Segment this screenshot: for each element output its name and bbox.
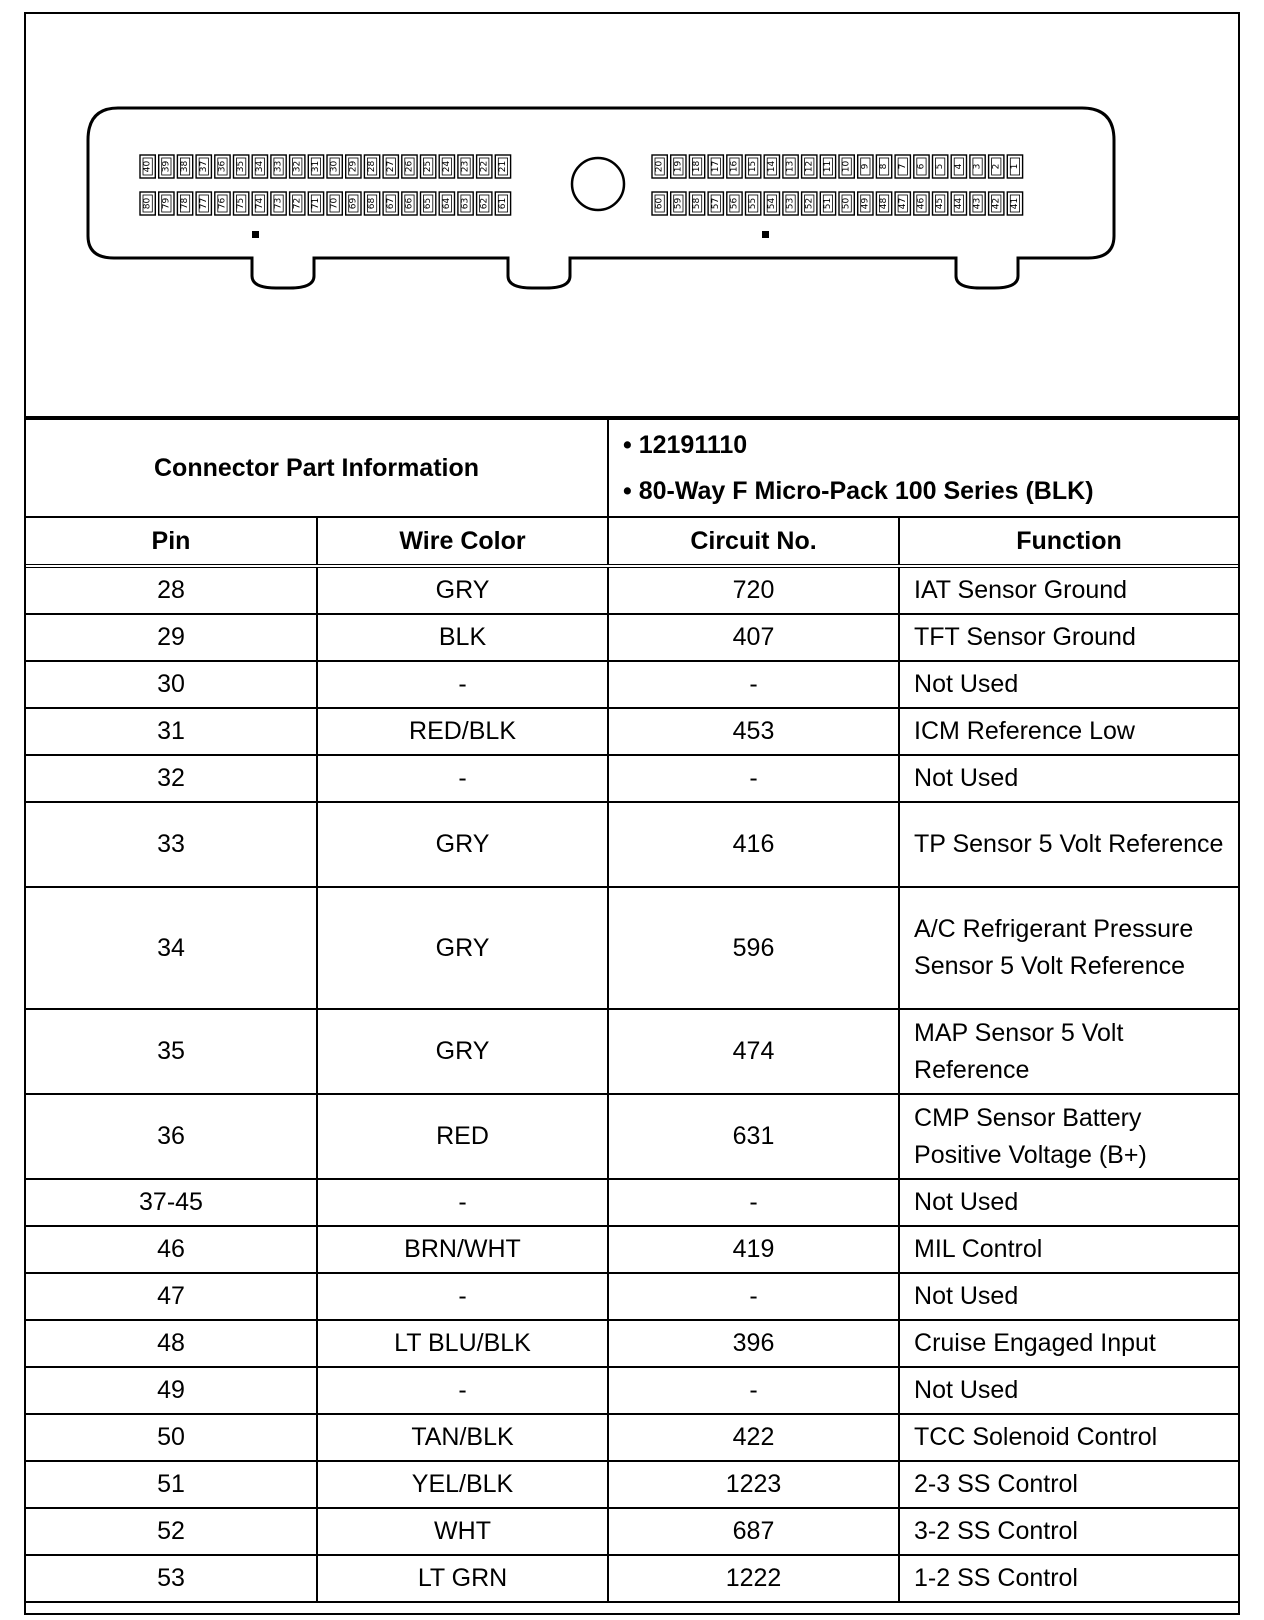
- pin-number: 24: [441, 160, 452, 173]
- pin-cavity: [159, 155, 174, 178]
- circuit-no-cell: 416: [608, 802, 899, 887]
- pin-cavity: [196, 155, 211, 178]
- pin-number: 25: [423, 160, 434, 173]
- pin-cavity: [989, 192, 1004, 215]
- pin-cavity: [383, 192, 398, 215]
- pin-cavity: [364, 155, 379, 178]
- pin-cavity: [402, 155, 417, 178]
- pin-number: 67: [385, 197, 396, 210]
- circuit-no-cell: 1222: [608, 1555, 899, 1602]
- table-row: [26, 1226, 1238, 1273]
- circuit-no-cell: 474: [608, 1009, 899, 1094]
- pin-number: 65: [423, 197, 434, 210]
- pin-number: 8: [879, 163, 890, 170]
- function-cell: MIL Control: [899, 1226, 1238, 1273]
- pin-cavity: [933, 155, 948, 178]
- pin-number: 28: [367, 160, 378, 173]
- pin-cell: 36: [26, 1094, 317, 1179]
- wire-color-cell: LT GRN: [317, 1555, 608, 1602]
- pin-cavity: [327, 192, 342, 215]
- wire-color-cell: GRY: [317, 1009, 608, 1094]
- pin-number: 7: [897, 163, 908, 170]
- pin-number: 30: [329, 160, 340, 173]
- pin-number: 36: [217, 160, 228, 173]
- pin-cavity: [746, 155, 761, 178]
- pin-number: 19: [673, 160, 684, 173]
- pin-cavity: [876, 192, 891, 215]
- wire-color-cell: -: [317, 1273, 608, 1320]
- pin-cavity: [895, 192, 910, 215]
- pin-number: 38: [180, 160, 191, 173]
- circuit-no-cell: -: [608, 1367, 899, 1414]
- pin-cavity: [364, 192, 379, 215]
- wire-color-cell: GRY: [317, 887, 608, 1009]
- pin-cavity: [689, 192, 704, 215]
- table-row: [26, 1094, 1238, 1179]
- pin-number: 56: [729, 197, 740, 210]
- pin-cell: 47: [26, 1273, 317, 1320]
- pin-number: 16: [729, 160, 740, 173]
- right-polarity-mark: [762, 231, 769, 238]
- pin-cavity: [839, 155, 854, 178]
- circuit-no-cell: -: [608, 755, 899, 802]
- pin-cavity: [271, 155, 286, 178]
- pin-cell: 46: [26, 1226, 317, 1273]
- pin-cavity: [252, 155, 267, 178]
- pin-cavity: [439, 192, 454, 215]
- pin-number: 69: [348, 197, 359, 210]
- pin-cavity: [951, 155, 966, 178]
- pinout-table: [26, 418, 1238, 1603]
- pin-cavity: [708, 192, 723, 215]
- pin-cavity: [933, 192, 948, 215]
- function-cell: TP Sensor 5 Volt Reference: [899, 802, 1238, 887]
- pin-cavity: [895, 155, 910, 178]
- circuit-no-cell: 631: [608, 1094, 899, 1179]
- circuit-no-cell: 419: [608, 1226, 899, 1273]
- pin-number: 75: [236, 197, 247, 210]
- circuit-no-cell: 453: [608, 708, 899, 755]
- pin-number: 64: [441, 197, 452, 210]
- pin-cell: 53: [26, 1555, 317, 1602]
- connector-info-label: Connector Part Information: [26, 419, 608, 517]
- pin-number: 14: [766, 160, 777, 173]
- pin-cavity: [914, 192, 929, 215]
- pin-cavity: [458, 155, 473, 178]
- pin-cavity: [140, 155, 155, 178]
- wire-color-cell: -: [317, 661, 608, 708]
- header-function: Function: [899, 517, 1238, 566]
- function-cell: 2-3 SS Control: [899, 1461, 1238, 1508]
- wire-color-cell: -: [317, 1367, 608, 1414]
- pin-cavity: [346, 192, 361, 215]
- function-cell: Not Used: [899, 755, 1238, 802]
- table-row: [26, 1367, 1238, 1414]
- function-cell: 3-2 SS Control: [899, 1508, 1238, 1555]
- table-row: [26, 1179, 1238, 1226]
- pin-cavity: [271, 192, 286, 215]
- pin-cavity: [708, 155, 723, 178]
- pin-number: 66: [404, 197, 415, 210]
- pin-number: 15: [748, 160, 759, 173]
- pin-number: 80: [142, 197, 153, 210]
- pin-cavity: [1007, 155, 1022, 178]
- pin-number: 23: [460, 160, 471, 173]
- pin-cavity: [746, 192, 761, 215]
- pin-cavity: [458, 192, 473, 215]
- pin-cavity: [970, 192, 985, 215]
- circuit-no-cell: 1223: [608, 1461, 899, 1508]
- pin-number: 71: [310, 197, 321, 210]
- pin-number: 6: [916, 163, 927, 170]
- pin-cavity: [783, 192, 798, 215]
- pin-cavity: [252, 192, 267, 215]
- pin-cavity: [989, 155, 1004, 178]
- pin-cavity: [383, 155, 398, 178]
- circuit-no-cell: -: [608, 661, 899, 708]
- circuit-no-cell: 687: [608, 1508, 899, 1555]
- pin-cavity: [159, 192, 174, 215]
- pin-number: 49: [860, 197, 871, 210]
- pin-cavity: [308, 155, 323, 178]
- pin-cavity: [876, 155, 891, 178]
- function-cell: MAP Sensor 5 Volt Reference: [899, 1009, 1238, 1094]
- wire-color-cell: RED: [317, 1094, 608, 1179]
- function-cell: TFT Sensor Ground: [899, 614, 1238, 661]
- pin-number: 45: [935, 197, 946, 210]
- function-cell: Not Used: [899, 1179, 1238, 1226]
- pin-cavity: [652, 192, 667, 215]
- pin-cavity: [402, 192, 417, 215]
- pin-number: 10: [841, 160, 852, 173]
- function-cell: A/C Refrigerant Pressure Sensor 5 Volt Reference: [899, 887, 1238, 1009]
- pin-number: 52: [804, 197, 815, 210]
- pin-cavity: [215, 155, 230, 178]
- pin-cavity: [234, 155, 249, 178]
- pin-cavity: [764, 155, 779, 178]
- pin-number: 46: [916, 197, 927, 210]
- pin-number: 21: [497, 160, 508, 173]
- pin-cavity: [727, 155, 742, 178]
- pin-number: 9: [860, 163, 871, 170]
- document-frame: [24, 12, 1240, 1615]
- header-pin: Pin: [26, 517, 317, 566]
- table-row: [26, 566, 1238, 614]
- pin-number: 34: [254, 160, 265, 173]
- pin-cell: 31: [26, 708, 317, 755]
- header-circuit-no: Circuit No.: [608, 517, 899, 566]
- pin-cavity: [671, 192, 686, 215]
- pin-number: 41: [1009, 197, 1020, 210]
- pin-cell: 33: [26, 802, 317, 887]
- table-row: [26, 1461, 1238, 1508]
- pin-number: 32: [292, 160, 303, 173]
- wire-color-cell: WHT: [317, 1508, 608, 1555]
- pin-number: 27: [385, 160, 396, 173]
- table-row: [26, 661, 1238, 708]
- function-cell: Not Used: [899, 1367, 1238, 1414]
- function-cell: CMP Sensor Battery Positive Voltage (B+): [899, 1094, 1238, 1179]
- pin-number: 59: [673, 197, 684, 210]
- pin-number: 20: [654, 160, 665, 173]
- pin-cavity: [858, 192, 873, 215]
- pin-number: 44: [953, 197, 964, 210]
- pin-number: 58: [692, 197, 703, 210]
- pin-number: 22: [479, 160, 490, 173]
- pin-cavity: [177, 155, 192, 178]
- pin-cell: 49: [26, 1367, 317, 1414]
- wire-color-cell: BLK: [317, 614, 608, 661]
- pin-number: 39: [161, 160, 172, 173]
- pin-cavity: [346, 155, 361, 178]
- pin-number: 50: [841, 197, 852, 210]
- pin-cavity: [215, 192, 230, 215]
- pin-number: 57: [710, 197, 721, 210]
- pin-cavity: [290, 155, 305, 178]
- pin-cavity: [951, 192, 966, 215]
- pin-number: 26: [404, 160, 415, 173]
- table-row: [26, 1320, 1238, 1367]
- function-cell: Cruise Engaged Input: [899, 1320, 1238, 1367]
- circuit-no-cell: 596: [608, 887, 899, 1009]
- pin-number: 4: [953, 163, 964, 170]
- header-wire-color: Wire Color: [317, 517, 608, 566]
- pin-cavity: [839, 192, 854, 215]
- pin-cell: 37-45: [26, 1179, 317, 1226]
- function-cell: IAT Sensor Ground: [899, 566, 1238, 614]
- connector-face-drawing: [26, 14, 1238, 418]
- pin-number: 61: [497, 197, 508, 210]
- pin-cavity: [1007, 192, 1022, 215]
- pin-number: 40: [142, 160, 153, 173]
- function-cell: ICM Reference Low: [899, 708, 1238, 755]
- table-row: [26, 708, 1238, 755]
- table-header-row: [26, 517, 1238, 566]
- function-cell: 1-2 SS Control: [899, 1555, 1238, 1602]
- pin-number: 70: [329, 197, 340, 210]
- pin-cavity: [914, 155, 929, 178]
- table-row: [26, 1555, 1238, 1602]
- circuit-no-cell: 720: [608, 566, 899, 614]
- pin-cell: 48: [26, 1320, 317, 1367]
- pin-number: 33: [273, 160, 284, 173]
- pin-number: 53: [785, 197, 796, 210]
- pin-cell: 34: [26, 887, 317, 1009]
- pin-cell: 51: [26, 1461, 317, 1508]
- pin-number: 54: [766, 197, 777, 210]
- pin-cavity: [820, 155, 835, 178]
- wire-color-cell: GRY: [317, 802, 608, 887]
- function-cell: Not Used: [899, 661, 1238, 708]
- pin-number: 68: [367, 197, 378, 210]
- pin-cell: 32: [26, 755, 317, 802]
- wire-color-cell: TAN/BLK: [317, 1414, 608, 1461]
- pin-cavity: [177, 192, 192, 215]
- connector-diagram: [26, 14, 1238, 418]
- pin-cavity: [802, 155, 817, 178]
- wire-color-cell: -: [317, 1179, 608, 1226]
- pin-number: 76: [217, 197, 228, 210]
- function-cell: TCC Solenoid Control: [899, 1414, 1238, 1461]
- pin-cavity: [671, 155, 686, 178]
- wire-color-cell: -: [317, 755, 608, 802]
- circuit-no-cell: -: [608, 1273, 899, 1320]
- pin-number: 55: [748, 197, 759, 210]
- wire-color-cell: BRN/WHT: [317, 1226, 608, 1273]
- wire-color-cell: YEL/BLK: [317, 1461, 608, 1508]
- wire-color-cell: LT BLU/BLK: [317, 1320, 608, 1367]
- pin-cavity: [196, 192, 211, 215]
- pin-number: 3: [972, 163, 983, 170]
- pin-cavity: [970, 155, 985, 178]
- pin-number: 2: [991, 163, 1002, 170]
- pin-cavity: [495, 155, 510, 178]
- connector-description: • 80-Way F Micro-Pack 100 Series (BLK): [623, 477, 1094, 505]
- pin-number: 60: [654, 197, 665, 210]
- part-number: • 12191110: [623, 431, 748, 459]
- pin-number: 72: [292, 197, 303, 210]
- pin-number: 62: [479, 197, 490, 210]
- left-polarity-mark: [252, 231, 259, 238]
- table-row: [26, 614, 1238, 661]
- pin-number: 74: [254, 197, 265, 210]
- function-cell: Not Used: [899, 1273, 1238, 1320]
- pin-cavity: [140, 192, 155, 215]
- table-row: [26, 887, 1238, 1009]
- wire-color-cell: RED/BLK: [317, 708, 608, 755]
- pin-cavity: [421, 155, 436, 178]
- pin-number: 35: [236, 160, 247, 173]
- pin-number: 18: [692, 160, 703, 173]
- table-row: [26, 755, 1238, 802]
- circuit-no-cell: -: [608, 1179, 899, 1226]
- pin-cavity: [802, 192, 817, 215]
- pin-cavity: [290, 192, 305, 215]
- pin-cavity: [234, 192, 249, 215]
- pin-number: 43: [972, 197, 983, 210]
- pin-number: 5: [935, 163, 946, 170]
- pin-number: 42: [991, 197, 1002, 210]
- center-key-hole: [572, 158, 624, 210]
- pin-cavity: [327, 155, 342, 178]
- pin-cell: 29: [26, 614, 317, 661]
- pin-cavity: [477, 192, 492, 215]
- pin-cavity: [495, 192, 510, 215]
- pin-number: 31: [310, 160, 321, 173]
- table-row: [26, 1009, 1238, 1094]
- circuit-no-cell: 407: [608, 614, 899, 661]
- table-row: [26, 1414, 1238, 1461]
- pin-number: 17: [710, 160, 721, 173]
- pin-number: 78: [180, 197, 191, 210]
- pin-number: 12: [804, 160, 815, 173]
- pin-cavity: [689, 155, 704, 178]
- pin-cavity: [308, 192, 323, 215]
- circuit-no-cell: 422: [608, 1414, 899, 1461]
- pin-cavity: [764, 192, 779, 215]
- pin-number: 63: [460, 197, 471, 210]
- pin-number: 13: [785, 160, 796, 173]
- pin-cavity: [439, 155, 454, 178]
- pin-cell: 28: [26, 566, 317, 614]
- connector-info-list: [608, 419, 1238, 517]
- pin-cavity: [477, 155, 492, 178]
- table-row: [26, 1508, 1238, 1555]
- pin-cavity: [421, 192, 436, 215]
- table-row: [26, 802, 1238, 887]
- pin-number: 11: [822, 160, 833, 173]
- circuit-no-cell: 396: [608, 1320, 899, 1367]
- pin-cavity: [820, 192, 835, 215]
- pin-cavity: [652, 155, 667, 178]
- pin-number: 37: [198, 160, 209, 173]
- pin-number: 79: [161, 197, 172, 210]
- pin-number: 73: [273, 197, 284, 210]
- pin-number: 47: [897, 197, 908, 210]
- pin-cell: 50: [26, 1414, 317, 1461]
- pin-cell: 30: [26, 661, 317, 708]
- pin-number: 29: [348, 160, 359, 173]
- pin-number: 1: [1009, 163, 1020, 170]
- table-row: [26, 1273, 1238, 1320]
- pin-cavity: [858, 155, 873, 178]
- pin-cell: 35: [26, 1009, 317, 1094]
- pin-cavity: [783, 155, 798, 178]
- pin-number: 51: [822, 197, 833, 210]
- wire-color-cell: GRY: [317, 566, 608, 614]
- pin-number: 77: [198, 197, 209, 210]
- connector-info-row: [26, 419, 1238, 517]
- pin-cavity: [727, 192, 742, 215]
- pin-cell: 52: [26, 1508, 317, 1555]
- pin-number: 48: [879, 197, 890, 210]
